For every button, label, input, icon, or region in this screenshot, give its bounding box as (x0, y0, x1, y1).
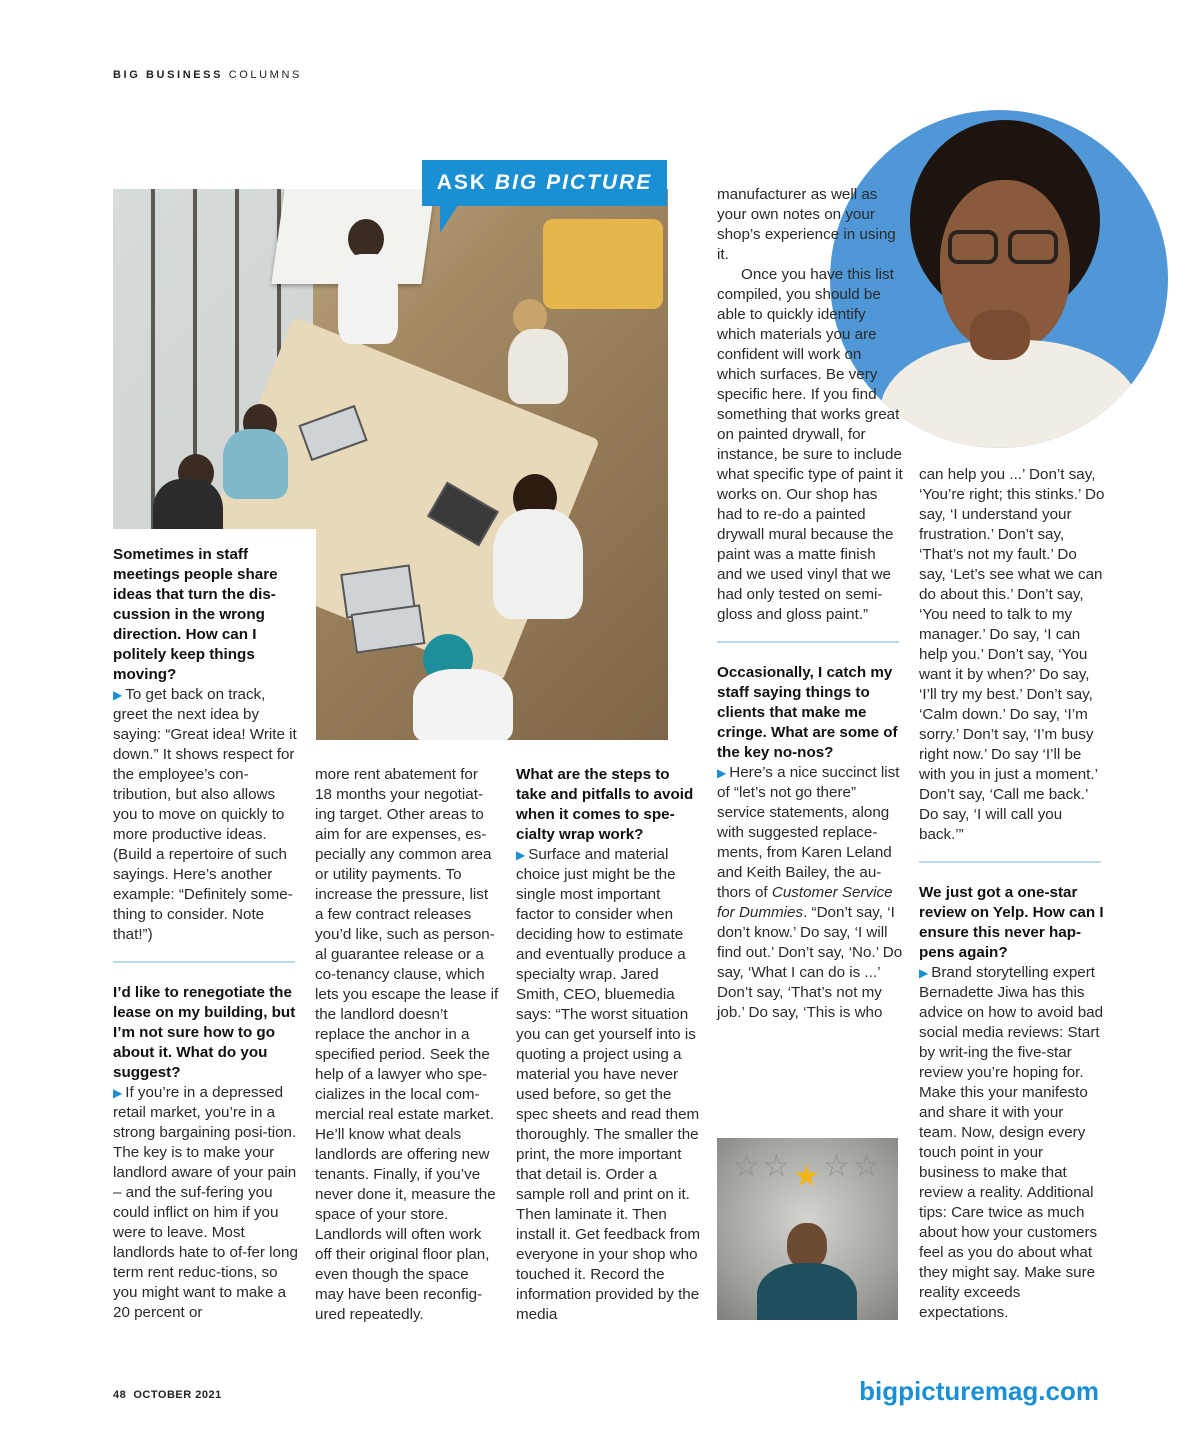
column-5 (919, 465, 1105, 1323)
lease-continued: more rent abatement for 18 months your negotiat-ing target. Other areas to aim for are expenses, es-pecially any common area or utility payments. To increase the pressure, list a few contract releases you’d like, such as person-al guarantee release or a co-tenancy clause, which lets you escape the lease if the landlord doesn’t replace the anchor in a specified period. Seek the help of a lawyer who spe-cializes in the local com-mercial real estate market. He’ll know what deals landlords are offering new tenants. Finally, if you’ve never done it, measure the space of your store. Landlords will often work off their original floor plan, even though the space may have been reconfig-ured repeatedly. (315, 766, 499, 1323)
star-outline-icon: ☆ (763, 1150, 790, 1183)
play-arrow-icon: ▶ (717, 766, 727, 780)
site-url[interactable]: bigpicturemag.com (859, 1376, 1099, 1406)
wrap-continued: manufacturer as well as your own notes on your shop’s experience in using it. (717, 186, 896, 263)
divider (113, 961, 295, 963)
play-arrow-icon: ▶ (919, 966, 929, 980)
star-outline-icon: ☆ (733, 1150, 760, 1183)
answer-yelp: ▶ Brand storytelling expert Bernadette Jiwa has this advice on how to avoid bad social media reviews: Start by writ-ing the five-star review you’re hoping for. Make this your manifesto and share it with your team. Now, design every touch point in your business to make that review a reality. Additional tips: Care twice as much about how your customers feel as you do about what they might say. Make sure reality exceeds expectations. (919, 964, 1104, 1321)
wrap-continued-2: Once you have this list compiled, you should be able to quickly identify which materials you are confident will work on which surfaces. Be very specific here. If you find something that works great on painted drywall, for instance, be sure to include what specific type of paint it works on. Our shop has had to re-do a painted drywall mural because the paint was a matte finish and we used vinyl that we had only tested on semi-gloss and gloss paint.” (717, 266, 903, 623)
question-no-nos: Occasionally, I catch my staff saying things to clients that make me cringe. What are some of the key no-nos? (717, 664, 898, 761)
column-2 (315, 765, 499, 1325)
question-yelp: We just got a one-star review on Yelp. How can I ensure this never hap-pens again? (919, 884, 1104, 961)
no-nos-continued: can help you ...’ Don’t say, ‘You’re right; this stinks.’ Do say, ‘I understand your frustration.’ Don’t say, ‘That’s not my fault.’ Do say, ‘Let’s see what we can do about this.’ Don’t say, ‘You need to talk to my manager.’ Do say, ‘I can help you.’ Don’t say, ‘You want it by when?’ Do say, ‘I’ll try my best.’ Don’t say, ‘Calm down.’ Do say, ‘I’m sorry.’ Don’t say, ‘I’m busy right now.’ Do say ‘I’ll be with you in just a moment.’ Don’t say, ‘Call me back.’ Do say, ‘I will call you back.’” (919, 466, 1105, 843)
ask-big-picture-badge (422, 160, 667, 206)
question-staff-meetings: Sometimes in staff meetings people share ideas that turn the dis-cussion in the wrong direction. How can I politely keep things moving? (113, 546, 278, 683)
badge-label: ASK BIG PICTURE (436, 171, 653, 194)
column-3 (516, 765, 700, 1325)
star-outline-icon: ☆ (853, 1150, 880, 1183)
play-arrow-icon: ▶ (113, 1086, 123, 1100)
page-footer (113, 1389, 222, 1401)
section-name: BIG BUSINESS (113, 69, 224, 81)
star-outline-icon: ☆ (823, 1150, 850, 1183)
play-arrow-icon: ▶ (113, 688, 123, 702)
section-header (113, 69, 302, 81)
answer-wrap-work: ▶ Surface and material choice just might be the single most important factor to consider when deciding how to estimate and eventually produce a specialty wrap. Jared Smith, CEO, bluemedia says: “The worst situation you can get yourself into is quoting a project using a material you have never used before, so get the spec sheets and read them thoroughly. The smaller the print, the more important that detail is. Order a sample roll and print on it. Then laminate it. Then install it. Get feedback from everyone in your shop who touched it. Record the information provided by the media (516, 846, 701, 1323)
one-star-review-photo (717, 1138, 898, 1320)
star-filled-icon: ★ (793, 1160, 820, 1193)
divider (717, 641, 899, 643)
column-4 (717, 185, 903, 1023)
column-1 (113, 545, 303, 1323)
question-lease: I’d like to renegotiate the lease on my building, but I’m not sure how to go about it. What do you suggest? (113, 984, 296, 1081)
answer-no-nos: ▶ Here’s a nice succinct list of “let’s not go there” service statements, along with suggested replace-ments, from Karen Leland and Keith Bailey, the au-thors of Customer Service for Dummies. “Don’t say, ‘I don’t know.’ Do say, ‘I will find out.’ Don’t say, ‘No.’ Do say, ‘What I can do is ...’ Don’t say, ‘That’s not my job.’ Do say, ‘This is who (717, 764, 903, 1021)
play-arrow-icon: ▶ (516, 848, 526, 862)
question-wrap-work: What are the steps to take and pitfalls to avoid when it comes to spe-cialty wrap work? (516, 766, 694, 843)
page-number: 48 (113, 1389, 127, 1401)
divider (919, 861, 1101, 863)
badge-pointer (440, 205, 458, 233)
answer-staff-meetings: ▶ To get back on track, greet the next idea by saying: “Great idea! Write it down.” It shows respect for the employee’s con-tribution, but also allows you to move on quickly to more productive ideas. (Build a repertoire of such sayings. Here’s another example: “Definitely some-thing to consider. Note that!”) (113, 686, 297, 943)
section-subname: COLUMNS (228, 69, 302, 81)
book-title: Customer Service for Dummies (717, 884, 893, 921)
issue-date: OCTOBER 2021 (133, 1389, 222, 1401)
answer-lease: ▶ If you’re in a depressed retail market, you’re in a strong bargaining posi-tion. The key is to make your landlord aware of your pain – and the suf-fering you could inflict on him if you were to leave. Most landlords hate to of-fer long term rent reduc-tions, so you might want to make a 20 percent or (113, 1084, 298, 1321)
